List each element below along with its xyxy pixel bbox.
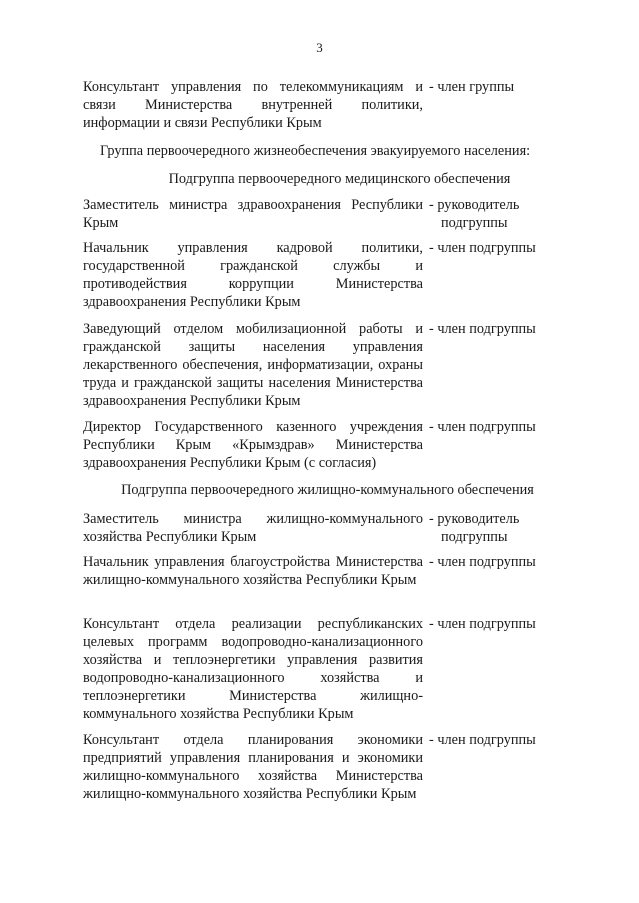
entry-role xyxy=(429,731,553,749)
entry-role-line1: - член подгруппы xyxy=(429,240,536,256)
entry-description: Заместитель министра жилищно-коммунального хозяйства Республики Крым xyxy=(83,511,423,545)
entry-role-line2: подгруппы xyxy=(441,529,508,545)
entry-role xyxy=(429,615,553,633)
entry-role xyxy=(429,239,553,257)
entry-role xyxy=(429,320,553,338)
entry-role-line1: - член подгруппы xyxy=(429,616,536,632)
group-heading: Группа первоочередного жизнеобеспечения эвакуируемого населения: xyxy=(100,143,531,159)
entry-role xyxy=(429,78,553,96)
entry-role-line1: - член подгруппы xyxy=(429,732,536,748)
subgroup-title: Подгруппа первоочередного жилищно-коммунального обеспечения xyxy=(121,482,534,498)
entry-role-line1: - руководитель xyxy=(429,197,520,213)
entry-role-line1: - член подгруппы xyxy=(429,554,536,570)
entry-description: Начальник управления кадровой политики, государственной гражданской службы и противодействия коррупции Министерства здравоохранения Республики Крым xyxy=(83,240,423,310)
entry-role xyxy=(429,418,553,436)
entry-role xyxy=(429,510,553,546)
entry-description: Директор Государственного казенного учреждения Республики Крым «Крымздрав» Министерства здравоохранения Республики Крым (с согласия) xyxy=(83,419,423,471)
entry-role xyxy=(429,196,553,232)
entry-role-line1: - член группы xyxy=(429,79,515,95)
entry-role xyxy=(429,553,553,571)
entry-description: Заведующий отделом мобилизационной работы и гражданской защиты населения управления лекарственного обеспечения, информатизации, охраны труда и гражданской защиты населения Министерства здравоохранения Республики Крым xyxy=(83,321,423,409)
entry-role-line2: подгруппы xyxy=(441,215,508,231)
subgroup-title: Подгруппа первоочередного медицинского обеспечения xyxy=(168,171,511,187)
entry-role-line1: - член подгруппы xyxy=(429,419,536,435)
entry-description: Заместитель министра здравоохранения Республики Крым xyxy=(83,197,423,231)
entry-description: Консультант отдела реализации республиканских целевых программ водопроводно-канализационного хозяйства и теплоэнергетики управления развития водопроводно-канализационного хозяйства и теплоэнергетики Министерства жилищно-коммунального хозяйства Республики Крым xyxy=(83,616,423,722)
entry-description: Начальник управления благоустройства Министерства жилищно-коммунального хозяйства Республики Крым xyxy=(83,554,423,588)
entry-description: Консультант отдела планирования экономики предприятий управления планирования и экономики жилищно-коммунального хозяйства Министерства жилищно-коммунального хозяйства Республики Крым xyxy=(83,732,423,802)
page-number: 3 xyxy=(316,40,323,55)
entry-description: Консультант управления по телекоммуникациям и связи Министерства внутренней политики, информации и связи Республики Крым xyxy=(83,79,423,131)
entry-role-line1: - член подгруппы xyxy=(429,321,536,337)
entry-role-line1: - руководитель xyxy=(429,511,520,527)
